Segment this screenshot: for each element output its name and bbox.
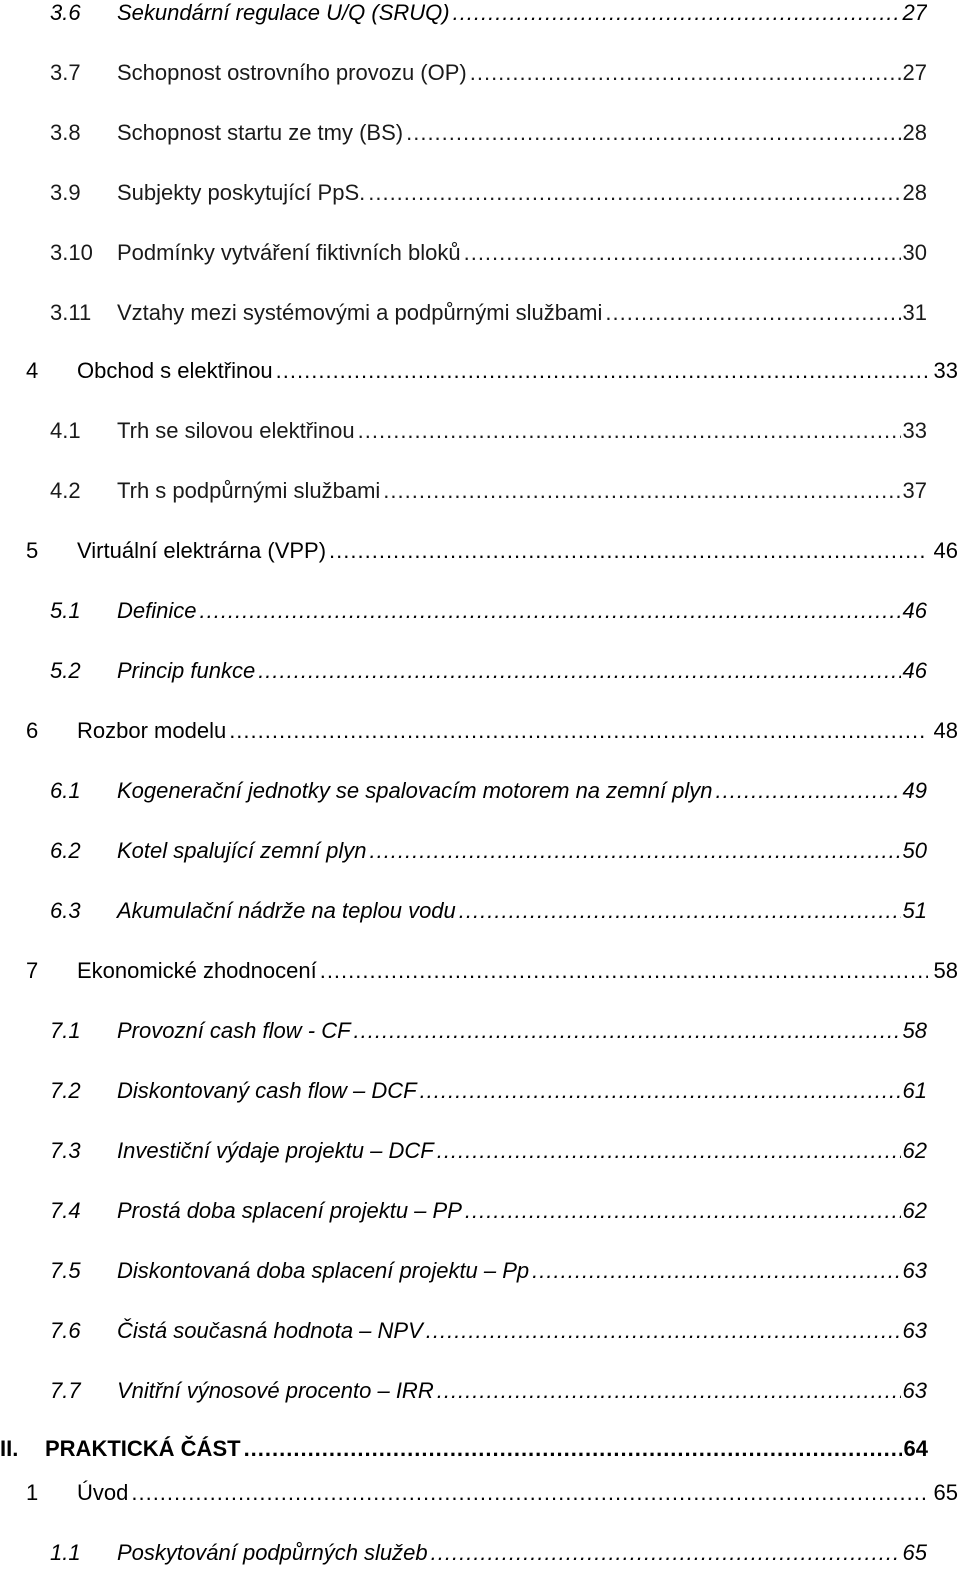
toc-number: 7.5 [50,1258,81,1283]
dot-leader [437,1376,901,1406]
toc-number: 5.2 [50,658,81,683]
toc-page-number: 33 [933,358,958,383]
toc-title: Čistá současná hodnota – NPV [117,1318,423,1343]
toc-entry-5-2[interactable] [50,656,927,686]
toc-entry-5-1[interactable] [50,596,927,626]
dot-leader [131,1478,927,1508]
toc-entry-4-2[interactable] [50,476,927,506]
toc-number: 3.9 [50,180,81,205]
toc-number: 4 [26,358,39,383]
toc-page-number: 48 [933,718,958,743]
toc-number: 3.10 [50,240,93,265]
toc-page-number: 61 [902,1078,927,1103]
toc-title: Vztahy mezi systémovými a podpůrnými službami [117,300,603,325]
toc-page-number: 51 [902,898,927,923]
toc-entry-7-2[interactable] [50,1076,927,1106]
toc-page-number: 27 [902,60,927,85]
toc-number: 7.4 [50,1198,81,1223]
toc-title: Virtuální elektrárna (VPP) [77,538,327,563]
dot-leader [470,58,901,88]
toc-number: 1 [26,1480,39,1505]
dot-leader [329,536,927,566]
toc-entry-6[interactable] [26,716,958,746]
dot-leader [605,298,900,328]
toc-title: Poskytování podpůrných služeb [117,1540,428,1565]
toc-title: Kogenerační jednotky se spalovacím motorem na zemní plyn [117,778,713,803]
toc-number: 6 [26,718,39,743]
toc-entry-7-5[interactable] [50,1256,927,1286]
toc-number: 3.8 [50,120,81,145]
toc-number: II. [0,1436,19,1461]
toc-title: Ekonomické zhodnocení [77,958,317,983]
toc-title: Trh se silovou elektřinou [117,418,355,443]
toc-page-number: 63 [902,1318,927,1343]
toc-entry-part-ii[interactable] [0,1434,928,1464]
toc-title: Princip funkce [117,658,256,683]
toc-entry-7-1[interactable] [50,1016,927,1046]
toc-entry-3-7[interactable] [50,58,927,88]
toc-number: 7.2 [50,1078,81,1103]
toc-entry-3-11[interactable] [50,298,927,328]
toc-page-number: 28 [902,180,927,205]
toc-number: 4.2 [50,478,81,503]
toc-entry-1[interactable] [26,1478,958,1508]
dot-leader [420,1076,901,1106]
toc-page-number: 30 [902,240,927,265]
toc-number: 7.7 [50,1378,81,1403]
dot-leader [258,656,900,686]
toc-entry-6-3[interactable] [50,896,927,926]
dot-leader [437,1136,901,1166]
dot-leader [453,0,901,28]
toc-page-number: 62 [902,1138,927,1163]
toc-title: Provozní cash flow - CF [117,1018,351,1043]
toc-entry-7-4[interactable] [50,1196,927,1226]
dot-leader [358,416,901,446]
dot-leader [276,356,928,386]
toc-number: 6.3 [50,898,81,923]
toc-number: 7.1 [50,1018,81,1043]
toc-page-number: 65 [902,1540,927,1565]
dot-leader [229,716,927,746]
toc-entry-4[interactable] [26,356,958,386]
toc-page-number: 46 [933,538,958,563]
toc-entry-7-7[interactable] [50,1376,927,1406]
dot-leader [244,1434,902,1464]
dot-leader [199,596,900,626]
toc-page-number: 62 [902,1198,927,1223]
toc-page-number: 63 [902,1378,927,1403]
toc-title: Subjekty poskytující PpS. [117,180,366,205]
toc-title: Diskontovaná doba splacení projektu – Pp [117,1258,530,1283]
toc-entry-3-8[interactable] [50,118,927,148]
toc-number: 3.11 [50,300,92,325]
toc-title: Definice [117,598,197,623]
dot-leader [354,1016,901,1046]
toc-title: Akumulační nádrže na teplou vodu [117,898,456,923]
toc-number: 3.6 [50,0,81,25]
toc-entry-7[interactable] [26,956,958,986]
toc-page-number: 33 [902,418,927,443]
toc-page-number: 28 [902,120,927,145]
toc-number: 4.1 [50,418,81,443]
toc-entry-7-6[interactable] [50,1316,927,1346]
toc-entry-6-1[interactable] [50,776,927,806]
toc-number: 6.2 [50,838,81,863]
toc-title: Investiční výdaje projektu – DCF [117,1138,434,1163]
toc-entry-4-1[interactable] [50,416,927,446]
toc-title: Schopnost ostrovního provozu (OP) [117,60,467,85]
toc-page-number: 64 [903,1436,928,1461]
toc-title: Rozbor modelu [77,718,227,743]
toc-title: Diskontovaný cash flow – DCF [117,1078,417,1103]
toc-entry-6-2[interactable] [50,836,927,866]
toc-title: PRAKTICKÁ ČÁST [45,1436,241,1461]
dot-leader [431,1538,901,1568]
toc-title: Schopnost startu ze tmy (BS) [117,120,404,145]
toc-page-number: 46 [902,598,927,623]
dot-leader [369,836,900,866]
toc-entry-5[interactable] [26,536,958,566]
toc-number: 7 [26,958,39,983]
dot-leader [406,118,900,148]
toc-number: 3.7 [50,60,81,85]
toc-page-number: 58 [902,1018,927,1043]
toc-page-number: 63 [902,1258,927,1283]
toc-page-number: 50 [902,838,927,863]
toc-title: Obchod s elektřinou [77,358,273,383]
dot-leader [368,178,900,208]
toc-number: 7.3 [50,1138,81,1163]
toc-number: 5.1 [50,598,81,623]
toc-entry-7-3[interactable] [50,1136,927,1166]
toc-entry-3-9[interactable] [50,178,927,208]
toc-number: 7.6 [50,1318,81,1343]
toc-page-number: 27 [902,0,927,25]
toc-number: 1.1 [50,1540,81,1565]
dot-leader [465,1196,901,1226]
toc-number: 5 [26,538,39,563]
dot-leader [716,776,901,806]
dot-leader [320,956,928,986]
toc-page-number: 65 [933,1480,958,1505]
dot-leader [532,1256,900,1286]
toc-title: Úvod [77,1480,129,1505]
dot-leader [459,896,901,926]
dot-leader [464,238,901,268]
toc-page-number: 31 [902,300,927,325]
toc-title: Sekundární regulace U/Q (SRUQ) [117,0,450,25]
dot-leader [383,476,900,506]
toc-title: Kotel spalující zemní plyn [117,838,367,863]
toc-page-number: 49 [902,778,927,803]
toc-page-number: 58 [933,958,958,983]
toc-title: Vnitřní výnosové procento – IRR [117,1378,434,1403]
toc-title: Trh s podpůrnými službami [117,478,381,503]
toc-entry-3-6[interactable] [50,0,927,28]
toc-title: Podmínky vytváření fiktivních bloků [117,240,461,265]
toc-page-number: 46 [902,658,927,683]
toc-entry-1-1[interactable] [50,1538,927,1568]
toc-page-number: 37 [902,478,927,503]
toc-entry-3-10[interactable] [50,238,927,268]
toc-number: 6.1 [50,778,81,803]
dot-leader [426,1316,901,1346]
toc-title: Prostá doba splacení projektu – PP [117,1198,462,1223]
